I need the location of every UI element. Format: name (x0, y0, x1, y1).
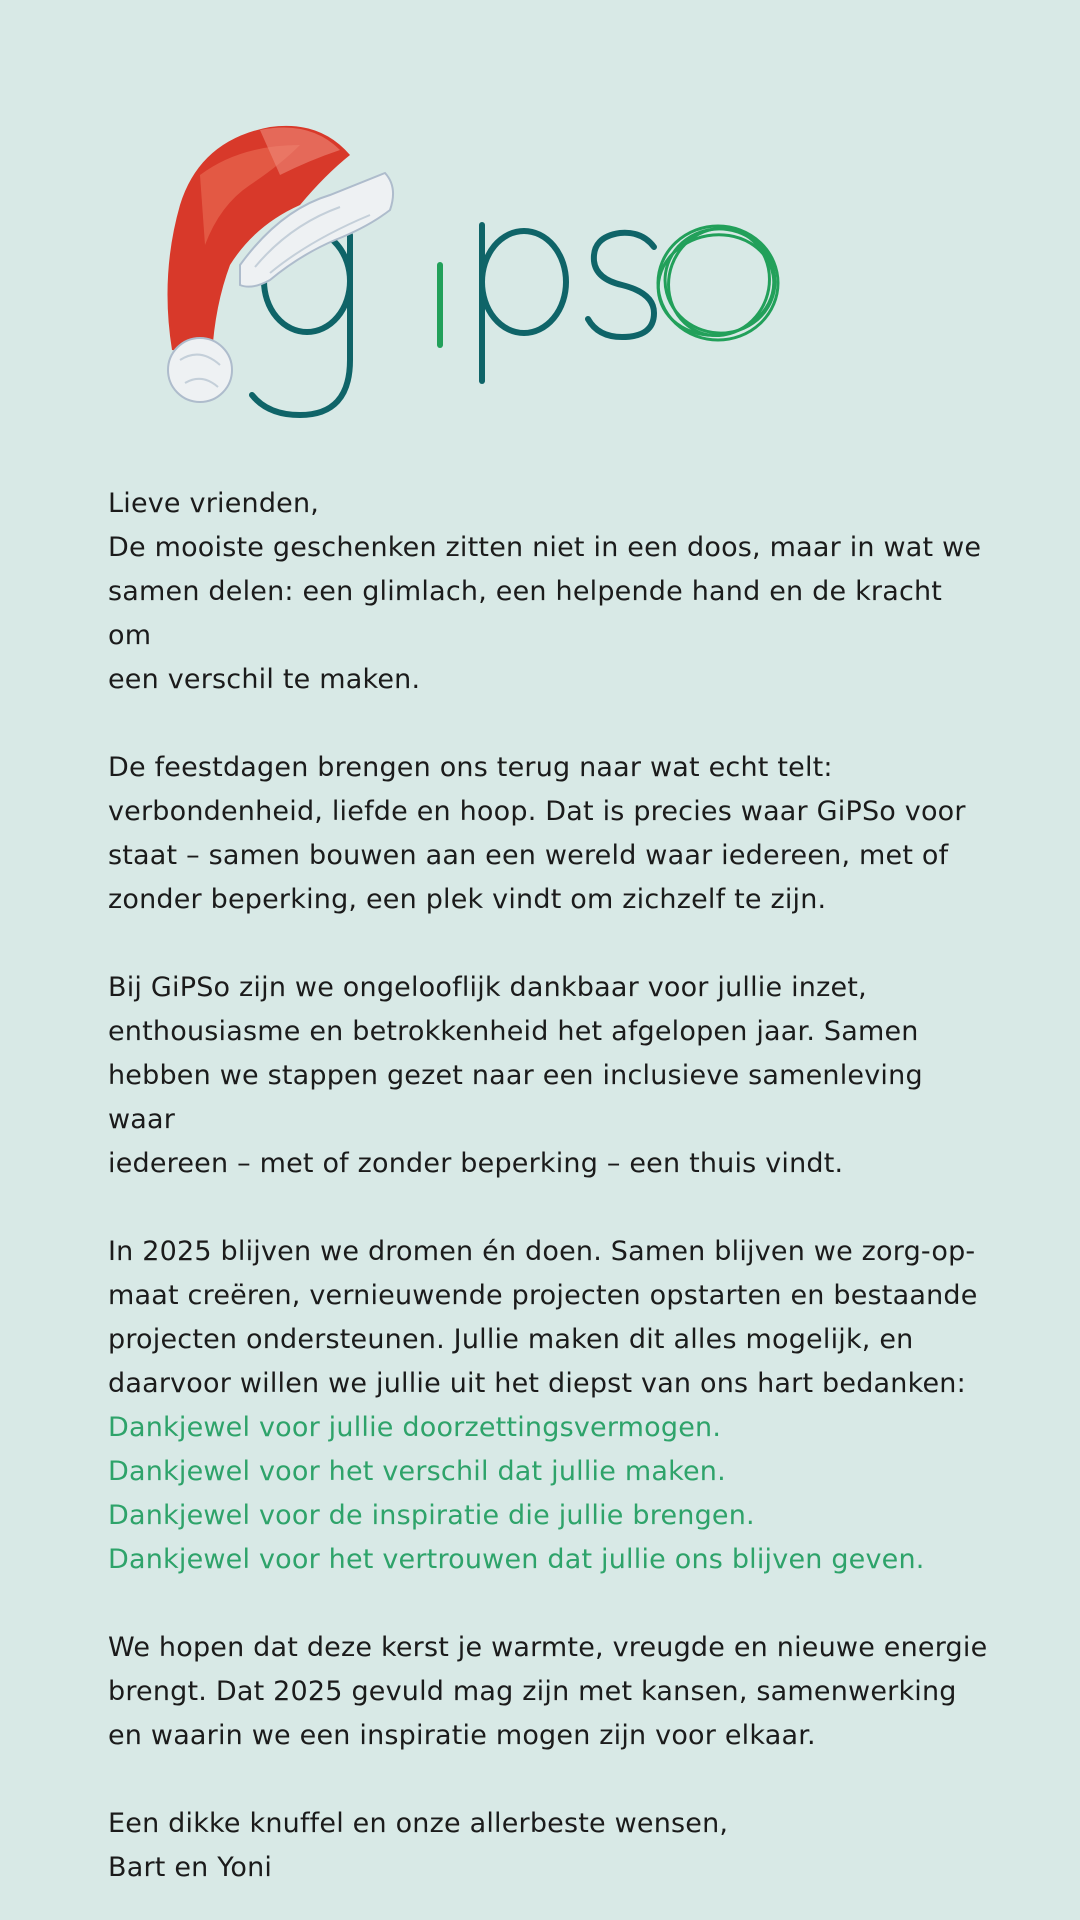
paragraph-line: projecten ondersteunen. Jullie maken dit alles mogelijk, en (108, 1324, 914, 1355)
thanks-line: Dankjewel voor het vertrouwen dat jullie ons blijven geven. (108, 1544, 925, 1575)
paragraph-line: staat – samen bouwen aan een wereld waar iedereen, met of (108, 840, 949, 871)
paragraph-line: enthousiasme en betrokkenheid het afgelopen jaar. Samen (108, 1016, 919, 1047)
paragraph-line: De feestdagen brengen ons terug naar wat echt telt: (108, 752, 833, 783)
paragraph-line: In 2025 blijven we dromen én doen. Samen blijven we zorg-op- (108, 1236, 976, 1267)
paragraph-gap (108, 1186, 988, 1230)
thanks-line: Dankjewel voor het verschil dat jullie maken. (108, 1456, 726, 1487)
paragraph-line: hebben we stappen gezet naar een inclusieve samenleving waar (108, 1060, 923, 1135)
paragraph-line: maat creëren, vernieuwende projecten opstarten en bestaande (108, 1280, 978, 1311)
paragraph-line: brengt. Dat 2025 gevuld mag zijn met kansen, samenwerking (108, 1676, 957, 1707)
logo-letter-o (650, 214, 784, 350)
paragraph-line: De mooiste geschenken zitten niet in een doos, maar in wat we (108, 532, 982, 563)
gipso-logo-graphic (160, 115, 810, 435)
paragraph-line: samen delen: een glimlach, een helpende hand en de kracht om (108, 576, 943, 651)
paragraph-gap (108, 1758, 988, 1802)
paragraph-line: We hopen dat deze kerst je warmte, vreugde en nieuwe energie (108, 1632, 988, 1663)
letter-body (108, 482, 988, 1890)
paragraph-line: zonder beperking, een plek vindt om zichzelf te zijn. (108, 884, 827, 915)
logo-letter-s (588, 233, 654, 337)
logo-letter-p (482, 225, 566, 381)
santa-hat-icon (168, 126, 394, 402)
paragraph-gap (108, 1582, 988, 1626)
greeting: Lieve vrienden, (108, 488, 320, 519)
paragraph-gap (108, 702, 988, 746)
paragraph-line: een verschil te maken. (108, 664, 421, 695)
paragraph-gap (108, 922, 988, 966)
paragraph-line: verbondenheid, liefde en hoop. Dat is precies waar GiPSo voor (108, 796, 966, 827)
paragraph-line: en waarin we een inspiratie mogen zijn voor elkaar. (108, 1720, 816, 1751)
thanks-line: Dankjewel voor de inspiratie die jullie brengen. (108, 1500, 755, 1531)
signature: Bart en Yoni (108, 1852, 273, 1883)
thanks-line: Dankjewel voor jullie doorzettingsvermogen. (108, 1412, 722, 1443)
gipso-logo (160, 115, 810, 435)
paragraph-line: Bij GiPSo zijn we ongelooflijk dankbaar voor jullie inzet, (108, 972, 867, 1003)
closing: Een dikke knuffel en onze allerbeste wensen, (108, 1808, 729, 1839)
paragraph-line: daarvoor willen we jullie uit het diepst van ons hart bedanken: (108, 1368, 966, 1399)
paragraph-line: iedereen – met of zonder beperking – een thuis vindt. (108, 1148, 844, 1179)
